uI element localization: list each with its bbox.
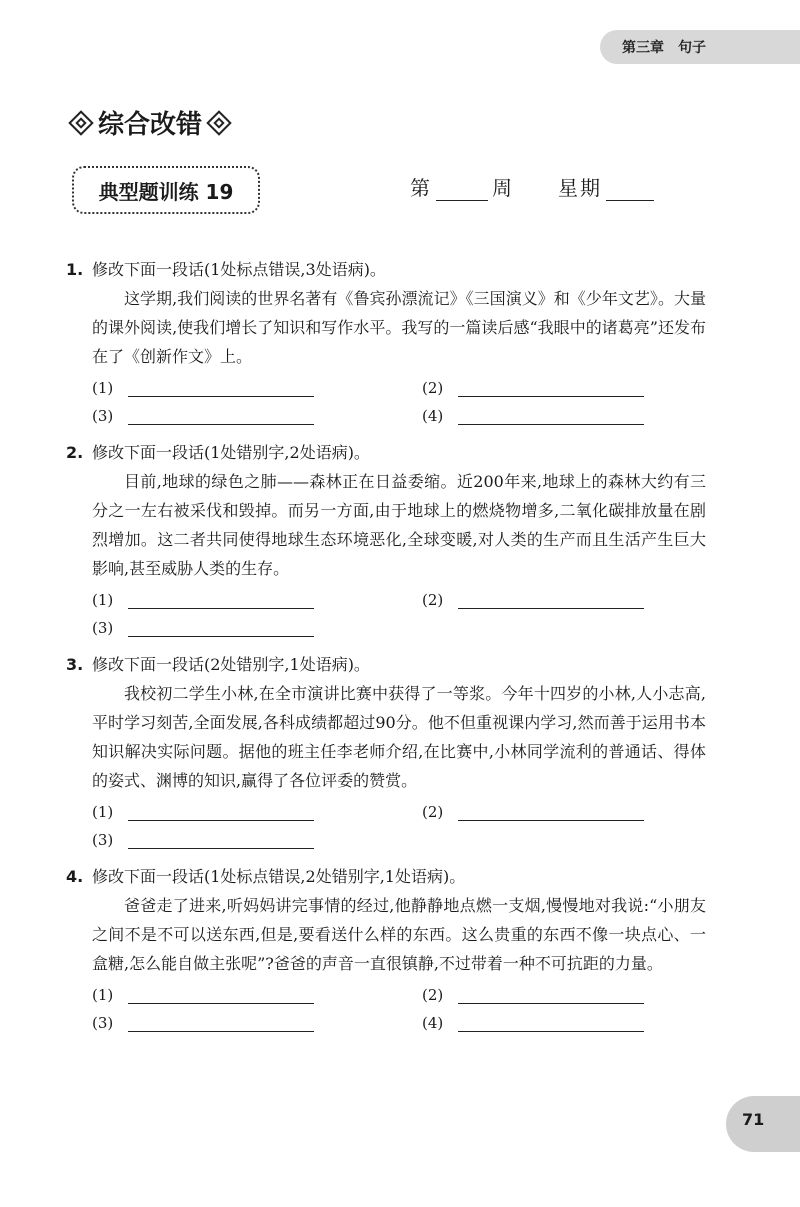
section-title-text: 综合改错 (98, 110, 203, 140)
answer-blanks (66, 980, 706, 1032)
answer-line[interactable] (458, 406, 644, 425)
answer-item (422, 373, 722, 397)
answer-label: (1) (92, 379, 114, 397)
section-title (72, 104, 228, 141)
question-header (66, 651, 706, 679)
answer-label: (1) (92, 803, 114, 821)
chapter-tab (600, 30, 800, 64)
answer-item (92, 401, 422, 425)
answer-item (422, 401, 722, 425)
question-instruction: 修改下面一段话(1处错别字,2处语病)。 (92, 443, 370, 462)
answer-label: (2) (422, 986, 444, 1004)
week-line (410, 172, 658, 201)
diamond-icon (68, 110, 93, 135)
answer-label: (2) (422, 379, 444, 397)
answer-label: (3) (92, 831, 114, 849)
question-header (66, 256, 706, 284)
answer-blanks (66, 797, 706, 849)
answer-item (92, 1008, 422, 1032)
question-number: 3. (66, 655, 84, 674)
answer-item (92, 825, 422, 849)
answer-line[interactable] (128, 830, 314, 849)
answer-blanks (66, 585, 706, 637)
answer-line[interactable] (458, 802, 644, 821)
chapter-label: 第三章 句子 (622, 40, 706, 56)
week-suffix: 周 (492, 176, 514, 200)
question-number: 4. (66, 867, 84, 886)
training-label: 典型题训练 19 (98, 179, 234, 204)
answer-item (92, 613, 422, 637)
answer-line[interactable] (128, 378, 314, 397)
week-prefix: 第 (410, 176, 432, 200)
answer-label: (2) (422, 591, 444, 609)
answer-label: (3) (92, 619, 114, 637)
weekday-blank[interactable] (606, 178, 654, 201)
question-4 (66, 863, 706, 1032)
answer-label: (1) (92, 591, 114, 609)
answer-label: (2) (422, 803, 444, 821)
answer-label: (3) (92, 407, 114, 425)
answer-item (92, 373, 422, 397)
answer-label: (3) (92, 1014, 114, 1032)
answer-line[interactable] (458, 985, 644, 1004)
answer-item (422, 980, 722, 1004)
question-header (66, 439, 706, 467)
question-3 (66, 651, 706, 849)
question-1 (66, 256, 706, 425)
answer-label: (4) (422, 407, 444, 425)
question-passage: 我校初二学生小林,在全市演讲比赛中获得了一等浆。今年十四岁的小林,人小志高,平时学习刻苦,全面发展,各科成绩都超过90分。他不但重视课内学习,然而善于运用书本知识解决实际问题。据他的班主任李老师介绍,在比赛中,小林同学流利的普通话、得体的姿式、渊博的知识,赢得了各位评委的赞赏。 (92, 684, 706, 790)
answer-line[interactable] (128, 590, 314, 609)
answer-blanks (66, 373, 706, 425)
question-header (66, 863, 706, 891)
diamond-icon (206, 110, 231, 135)
question-passage: 这学期,我们阅读的世界名著有《鲁宾孙漂流记》《三国演义》和《少年文艺》。大量的课外阅读,使我们增长了知识和写作水平。我写的一篇读后感“我眼中的诸葛亮”还发布在了《创新作文》上。 (92, 289, 706, 366)
question-passage: 爸爸走了进来,听妈妈讲完事情的经过,他静静地点燃一支烟,慢慢地对我说:“小朋友之间不是不可以送东西,但是,要看送什么样的东西。这么贵重的东西不像一块点心、一盒糖,怎么能自做主张呢”?爸爸的声音一直很镇静,不过带着一种不可抗距的力量。 (92, 896, 706, 973)
answer-label: (1) (92, 986, 114, 1004)
answer-line[interactable] (458, 1013, 644, 1032)
answer-item (422, 797, 722, 821)
answer-item (92, 797, 422, 821)
answer-line[interactable] (128, 406, 314, 425)
question-number: 2. (66, 443, 84, 462)
question-instruction: 修改下面一段话(1处标点错误,2处错别字,1处语病)。 (92, 867, 466, 886)
answer-line[interactable] (128, 618, 314, 637)
answer-label: (4) (422, 1014, 444, 1032)
answer-item (92, 585, 422, 609)
page-number: 71 (742, 1110, 765, 1129)
answer-item (422, 1008, 722, 1032)
question-instruction: 修改下面一段话(2处错别字,1处语病)。 (92, 655, 370, 674)
question-passage: 目前,地球的绿色之肺——森林正在日益委缩。近200年来,地球上的森林大约有三分之一左右被采伐和毁掉。而另一方面,由于地球上的燃烧物增多,二氧化碳排放量在剧烈增加。这二者共同使得地球生态环境恶化,全球变暖,对人类的生产而且生活产生巨大影响,甚至威胁人类的生存。 (92, 472, 706, 578)
weekday-label: 星期 (558, 176, 602, 200)
questions (66, 256, 706, 1046)
question-number: 1. (66, 260, 84, 279)
question-2 (66, 439, 706, 637)
answer-line[interactable] (128, 985, 314, 1004)
week-blank[interactable] (436, 178, 488, 201)
answer-item (92, 980, 422, 1004)
answer-line[interactable] (458, 378, 644, 397)
answer-item (422, 585, 722, 609)
answer-line[interactable] (128, 802, 314, 821)
answer-line[interactable] (128, 1013, 314, 1032)
training-label-box (72, 166, 260, 214)
answer-line[interactable] (458, 590, 644, 609)
page-number-tab (726, 1096, 800, 1152)
question-instruction: 修改下面一段话(1处标点错误,3处语病)。 (92, 260, 386, 279)
